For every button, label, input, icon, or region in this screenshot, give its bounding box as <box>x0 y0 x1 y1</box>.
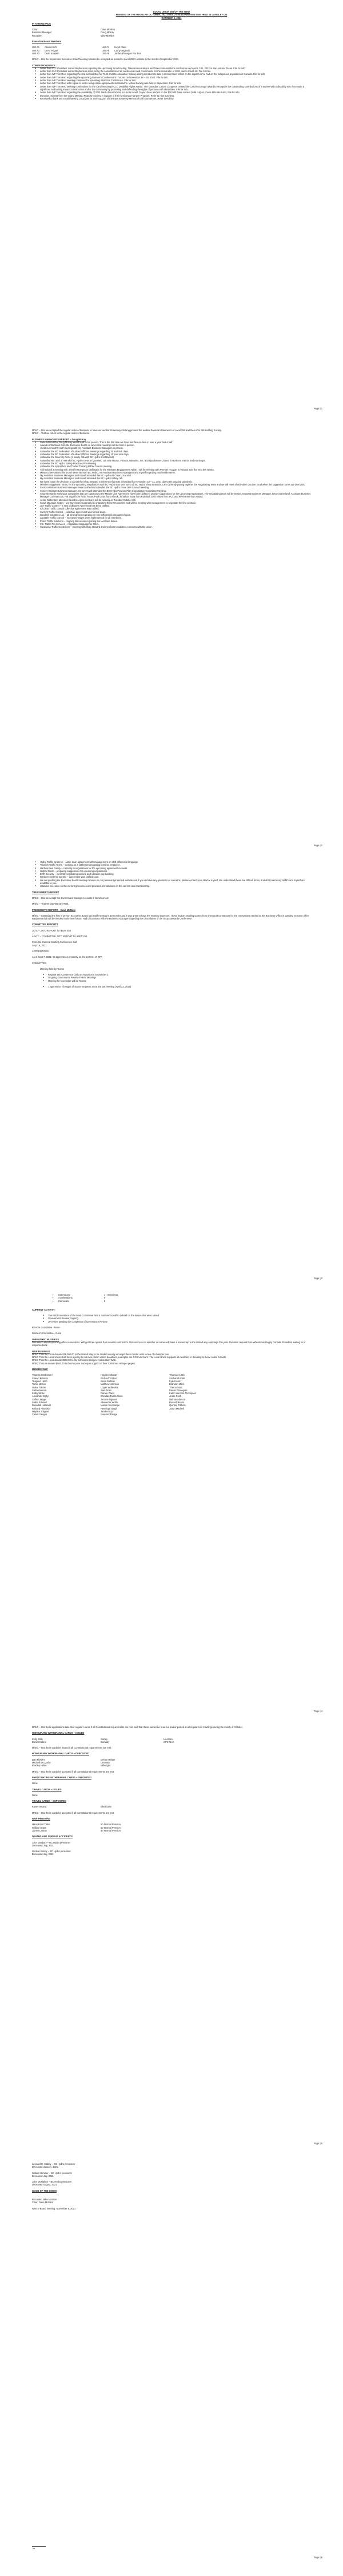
list-item: ■ Government Review ongoing <box>48 1317 311 1320</box>
list-item: ■ BCR Security – currently negotiating vaccine and vacation pay banking. <box>40 873 311 875</box>
treasurer-motion: M/S/C – that we accept the Current and Savings Accounts if found correct. <box>32 896 109 899</box>
member-name: Shawn Brimner <box>32 1376 48 1380</box>
committee-label: COMMITTEE: <box>32 961 47 965</box>
member-name: Sam Ross <box>101 1388 111 1392</box>
member-name: Oskar Tricker <box>32 1385 46 1389</box>
page-number: Page | 5 <box>313 2142 322 2145</box>
pw-deposited-heading: PARTICIPATING WITHDRAWAL CARDS – DEPOSITED <box>32 1775 92 1779</box>
death-date: Deceased July, 2021 <box>32 1853 54 1856</box>
correspondence-heading: CORRESPONDENCE <box>32 63 55 67</box>
stat-row: • Extensions: 1 - Interviews <box>53 1293 118 1296</box>
list-item: ■ Senior Assistant Business Manager Jim Greenwell attended the BC Hydro Pension Plan Consultative Committee Meeting. <box>40 489 311 492</box>
member-name: Mason Stoniharpe <box>101 1404 120 1407</box>
meeting-line: Meeting held by Teams <box>40 967 65 970</box>
tc-deposited-heading: TRAVEL CARDS – DEPOSITED <box>32 1799 66 1803</box>
membership-grid <box>32 1373 311 1416</box>
list-item: ■ We are pushing the Executive Board meeting minutes on our password protected website and if you do have any questions or concerns, please contact your ABM or myself. We understand these are difficult times, and all B Interns my ABM's and myself are available to you. <box>40 879 311 885</box>
member-name: Nathan Alarcon <box>169 1398 185 1401</box>
list-item: ■ The IBEW members of the Main Committee held a conference call to debrief on the issues that were raised. <box>48 1314 311 1317</box>
pension-row: William Grant 50 Normal Pension <box>32 1826 121 1829</box>
member-name: Richard Ahnecker <box>32 1407 51 1410</box>
member-name: Alexander Egby <box>32 1395 49 1398</box>
list-item: ■ Steadwise Traffic Controllers – meeting with shop steward and members to address concerns with the union. <box>40 525 311 528</box>
motion-return: M/S/C – That we return to the regular order of business. <box>32 432 90 435</box>
member-name: Jesse Ford <box>169 1395 181 1398</box>
jatc-line: AJATC – COMMITTEE JATC REPORT for IBEW 258 <box>32 935 87 938</box>
jatc-date: Sept 16, 2021 <box>32 943 47 947</box>
member-name: Matthew Johnson <box>101 1383 119 1386</box>
member-name: Alexander Wolfe <box>101 1401 118 1404</box>
list-item: ■ Goodwill Industries Ltd. – all Grievances regarding on-site Differential was agreed upon. <box>40 513 311 516</box>
card-row: Bradley Hilton Millwright <box>32 1764 111 1767</box>
member-name: Shifter Jaeger <box>32 1398 47 1401</box>
death-name: John Maxbury – BC Hydro pensioner <box>32 1841 71 1844</box>
list-item: ■ I attended the BC Hydro Safety Practices Pre-Meeting. <box>40 462 311 465</box>
members-heading: Executive Board Members <box>32 40 62 43</box>
list-item: ■ Crawl Mountain Hotels – we have been successful in organizing these UX workers and will be meeting with management to negotiate the first contract. <box>40 501 311 504</box>
list-item: ■ P.S. Traffic Pro Services – negotiated language for MSIA. <box>40 523 311 525</box>
death-date: Deceased July, 2021 <box>32 1844 54 1847</box>
member-name: Jamie Krop <box>101 1410 113 1413</box>
motion-minutes: M/S/C – that the September Executive Board Meeting Minutes be accepted as posted to Local 258's website in the month of September 2021. <box>32 58 180 61</box>
list-item: ■ Valley Traffic Systems – came to an agreement with management on shift differential language. <box>40 861 311 863</box>
list-item: ■ Letter from CLC President Lorne Stephenson regarding the upcoming Broadcasting, Telecommunications and Telecommunications conference on March 7-11, 2022 in San Antonio Texas. File for info. <box>40 67 311 70</box>
list-item: ■ I attended the Diversity Circle (3 safety call with BC Hydro and Mainsill). <box>40 456 311 459</box>
member-name: David Kolbridge <box>101 1413 117 1416</box>
minutes-title: MINUTES OF THE REGULAR OCTOBER, 2021 EXECUTIVE BOARD MEETING HELD IN LANGLEY ON <box>115 13 228 17</box>
page-number: Page | 4 <box>313 1710 322 1713</box>
hw-deposited-heading: HONOURARY WITHDRAWAL CARDS – DEPOSITED <box>32 1752 89 1755</box>
tc-deposited-motion: M/S/C – that these cards be accepted if all Constitutional requirements are met. <box>32 1811 115 1814</box>
member-name: Russell Banks <box>169 1401 184 1404</box>
hw-deposited-motion: M/S/C – that these cards be accepted if all Constitutional requirements are met. <box>32 1770 115 1773</box>
apprentices-heading: APPRENTICES: <box>32 949 50 953</box>
attendance-heading: IN ATTENDANCE <box>32 22 51 25</box>
member-name <box>169 1413 238 1416</box>
list-item: ■ Regular WE Conference calls on August and September 2 <box>48 973 311 976</box>
bm-list-continued <box>32 861 311 888</box>
list-item: ■ J&T Traffic Control – a new Collective Agreement has been ratified. <box>40 504 311 507</box>
stat-row: • Accelerations: 0 <box>53 1296 106 1300</box>
list-item: ■ Prime Traffic Solutions – ongoing discussion re-joining the local and bonus. <box>40 520 311 523</box>
union-logo <box>32 2542 46 2550</box>
page-4 <box>0 1293 343 1416</box>
membership-motion: M/S/C – that these applications take their regular course if all Constitutional requirements are met, and that these names be read out and/or posted at all regular Unit meetings during the month of October. <box>32 1726 243 1729</box>
committee-sub-list-2 <box>32 985 311 988</box>
page-3 <box>0 861 343 988</box>
card-row: Dan Kliewer Dream Helper <box>32 1758 115 1761</box>
card-row: Daniel Cabral Burnaby CPC Tech <box>32 1740 174 1743</box>
list-item: ■ I attended with and or met with BC Hydro crews in Quesnel, 100 Mile House, Victoria, Nanaimo, IVT, and Quadrature Cranes in Northern Interior and Kamloops. <box>40 459 311 462</box>
good-of-union-heading: GOOD OF THE UNION <box>32 2189 57 2192</box>
death-date: Deceased August, 2021 <box>32 2183 57 2187</box>
list-item: ■ Letter from IVP Tom Reid regarding the availability of 2021 Dash dinner tickets (no more to sell. To purchase a ticket on the $20,000 three contest (sold out) on phone 905-564-5441, File for info. <box>40 91 311 94</box>
member-name: Jerome Nguyen <box>101 1398 117 1401</box>
pension-row: Hans-Ernst Tiebe 50 Normal Pension <box>32 1823 121 1826</box>
member-name: Calvin Geoger <box>32 1413 47 1416</box>
member-name: Sadie Schmidt <box>32 1401 47 1404</box>
list-item: ■ Letter from IVP Tom Reid regarding the upcoming Women's Conference in Toronto on November 28 – 30, 2023. File for info. <box>40 76 311 79</box>
member-name: Kyle Kocrin <box>169 1379 181 1383</box>
list-item: ■ Letter from IVP Tom Reid with regard to locals using online agreements submissions. Virtual training was held in September. File for info. <box>40 82 311 85</box>
list-item: ■ Letter from IVP Tom Reid seeking nominations for the Carol McGregor CLC Disability Rights Award. The Canadian Labour Congress created the Carol McGregor award to recognize the outstanding contributions of a worker with a disability who has made a significant and lasting impact in their union and/or the community by promoting and defending the rights of persons with disabilities. File for info. <box>40 85 311 91</box>
member-name: Brendan Dunhuhlson <box>101 1395 123 1398</box>
bills-motion: M/S/C – That we pay Warrant #691. <box>32 902 70 906</box>
tc-issued-heading: TRAVEL CARDS – ISSUED <box>32 1787 62 1791</box>
recorder-signoff: Recorder: Mike McMinn <box>32 2198 57 2201</box>
list-item: ■ Helpful Fresh – preparing suggestions for upcoming negotiations. <box>40 870 311 873</box>
pension-row: James Larson 50 Normal Pension <box>32 1829 121 1832</box>
member-name: Justin Mitchell <box>169 1407 184 1410</box>
treasurer-heading: TREASURER'S REPORT <box>32 890 59 894</box>
member-name: Kolby White <box>32 1392 45 1395</box>
correspondence-list <box>32 67 311 100</box>
bm-heading: BUSINESS MANAGER'S REPORT – Doug McKay <box>32 437 86 441</box>
current-activity-list <box>32 1314 311 1323</box>
list-item: ■ I await confirmation from the Executive Board on when Unit meetings will be held in person. <box>40 444 311 447</box>
card-row: Mitchell McCarthy Lineman <box>32 1761 110 1765</box>
apprentices-count: As of Sept 7, 2021: 60 apprentices presently on the system: 17 EPA <box>32 955 103 959</box>
logo-text: Jes <box>32 2547 35 2550</box>
list-item: ■ I attended the BC Federation of Labour Officers Meetings regarding 30 and sick days. <box>40 450 311 453</box>
new-business-motion: M/S/C That we donate $500.00 to the Purpose Society in support of their Christmas Hamper project. <box>32 1361 136 1365</box>
unfinished-text: Discussion about upcoming office renovations. Will get three quotes from several contractors. Discussion as to whether or not we will have a trained rep to the United way campaign this year. Donation request from Wheelchair Rugby Canada. President waiting for a response back. <box>32 1340 306 1347</box>
list-item: ■ Letter from CLC President Lorne Stephenson announcing the cancellation of all conferences and conventions for the remainder of 2021 due to Covid-19. File for info. <box>40 70 311 73</box>
new-business-motion: M/S/C That the Local Union shall have a policy to not take part in online donations, examples are GO Fund Me's. The Local Union supports all members in donating to these online formats. <box>32 1356 227 1359</box>
stats-block <box>32 1293 311 1303</box>
list-item: ■ All Clear Traffic Control collective agreement was ratified. <box>40 507 311 510</box>
member-name: Panon Fernegate <box>169 1388 188 1392</box>
list-item: ■ Donation request from the Grand Manitou Purpose Society in support of their Christmas Hamper Program. Refer to new business. <box>40 94 311 97</box>
jatc-line: From the General Meeting Conference Call <box>32 941 77 944</box>
list-item: ■ Updated Executive on the current grievances and provided a breakdown on the current case membership. <box>40 885 311 887</box>
list-item: ■ I attended the BC Federation of Labour Officers Meetings regarding 10 paid sick days. <box>40 453 311 456</box>
member-name: Quinton Tibbets <box>169 1404 186 1407</box>
member-name: Thomas Austin <box>169 1373 185 1377</box>
death-name: William Rimmer – BC Hydro pensioner <box>32 2171 73 2175</box>
death-name: John McMahon – BC Hydro pensioner <box>32 2180 72 2184</box>
list-item: ■ Meeting for November will be Teams <box>48 980 311 982</box>
list-item: ■ Western Systems Control – agreement was ratified soon. <box>40 875 311 878</box>
death-date: Deceased January, 2021 <box>32 2165 58 2169</box>
page-number: Page | 1 <box>313 407 322 410</box>
death-name: Gordon Kenny – BC Hydro pensioner <box>32 1850 71 1853</box>
new-business-motion: M/S/C That the Local donate $500.00 to the Kamloops Hospice Association Walk. <box>32 1359 117 1362</box>
officer-row: Chair: Dave McMinn <box>32 28 115 31</box>
list-item: ■ Triumph Traffic Techs – working on a settlement regarding terminal employee. <box>40 863 311 866</box>
president-report: M/S/C – I attended the first in person Executive Board and Staff meeting in 18 months and it was great to have the meeting in person. I have had an pending quotes from sherwood contractors for the renovations needed at the Business Office in Langley on some office equipment that will be needed in the near future. Had discussions with the Business Manager regarding the cancellation of the Shop Stewards Conference. <box>32 914 309 921</box>
member-name: Teagene Hebb <box>32 1379 47 1383</box>
list-item: ■ My Assistant Business Managers and myself attended the BC Hydro All Crew Local visit. <box>40 474 311 477</box>
member-name: Richard Trottier <box>101 1376 117 1380</box>
list-item: ■ Current Traffic Control – collective agreement was turned down. <box>40 511 311 513</box>
minutes-date: OCTOBER 5, 2021 <box>161 16 182 19</box>
list-item: ■ 1 apprentice "changes of status" requests since the last meeting (April 23, 2020) <box>48 985 311 988</box>
page-1 <box>0 10 343 100</box>
new-business-motion: M/S/C That the Local donate $18,000.00 to the United Way to be divided equally amongst the 6 charter units in lieu of a hamper tour. <box>32 1352 170 1356</box>
list-item: ■ Member Suggestion forms, for the upcoming negotiations with BC Hydro was sent out to all BC Hydro shop stewards. I am currently putting together the Negotiating Team and we will meet shortly after October 22nd when the suggestion forms are due back. <box>40 483 311 486</box>
list-item: ■ Jesse Sutherland attended Deadline Agreement and will be running on Tuesday October 6th. <box>40 499 311 501</box>
death-name: Leonard R. Mabey – BC Hydro pensioner <box>32 2163 75 2165</box>
org-title: LOCAL UNION 258 OF THE IBEW <box>153 10 190 13</box>
card-row: Kelly Wills Surrey Lineman <box>32 1737 173 1741</box>
membership-heading: MEMBERSHIP <box>32 1368 48 1371</box>
current-activity-heading: CURRENT ACTIVITY: <box>32 1308 55 1311</box>
none-text: None <box>32 1793 38 1797</box>
list-item: ■ Letter from IVP Tom Reid regarding the 2nd biennial Day for Truth and Reconciliation holiday asking members to take a moment and reflect on the impact we've had on the Indigenous population in Canada. File for info. <box>40 73 311 75</box>
member-name: Hayden Shantz <box>101 1373 117 1377</box>
page-number: Page | 2 <box>313 844 322 847</box>
page-number: Page | 3 <box>313 1277 322 1280</box>
next-meeting: Next E-Board meeting: November 9, 2021 <box>32 2207 76 2210</box>
list-item: ■ Letter from IVP Tom Reid seeking nominees for upcoming Women's Conference. File for info. <box>40 79 311 82</box>
member-name: Kevin Matson <box>101 1379 115 1383</box>
members-grid: Unit #1 Alexis Kreft Unit #4 Lloyd Clare Unit #2 Gerry Pogue Unit #5 Cathy Tegzarik Unit #3 Dean Kolstein Unit #6 Jordan Flanagan Pro Tem <box>32 46 142 55</box>
list-item: ■ I scheduled a meeting with Jennifer Hoegen in Chilliwack for the Ministers Engagement Table; I will be meeting with Premier Hoogan in Victoria over the next few weeks. <box>40 468 311 471</box>
card-row: Kasey Ireland Electrician <box>32 1805 111 1809</box>
reach-committee: REACH Committee - None <box>32 1326 60 1329</box>
deaths-heading: DEATHS AND SERIOUS ACCIDENTS <box>32 1835 73 1838</box>
unfinished-heading: UNFINISHED BUSINESS <box>32 1337 59 1341</box>
bm-list <box>32 441 311 529</box>
list-item: ■ Many conversations this month were had with BC Hydro, my Assistant Business Managers and myself regarding mod entitlements. <box>40 471 311 474</box>
member-name: Kalen Vancore Thompson <box>169 1392 196 1395</box>
officer-row: Business Manager: Doug McKay <box>32 31 114 34</box>
list-item: ■ JP review pending the completion of Governance Review <box>48 1320 311 1323</box>
president-heading: PRESIDENT'S REPORT – Dave McMinn <box>32 908 76 911</box>
member-name: Theron Stott <box>169 1385 182 1389</box>
stat-row: • Removals: 0 <box>53 1299 106 1303</box>
none-text: None <box>32 1782 38 1785</box>
member-name: Tamis Meson <box>32 1383 46 1386</box>
page-5 <box>0 1726 343 1856</box>
page-number: Page | 6 <box>313 2556 322 2559</box>
motion-auditor: M/S/C – that we accepted the regular order of business to have our auditor Rosemary Kitching present the audited financial statements of Local 258 and the Local 258 Holding Society. <box>32 429 222 432</box>
list-item: ■ I was notified that Doug McKay would lead to his person. This is the first time we have met face-to-face in over a year and a half. <box>40 441 311 444</box>
officer-row: Recorder: Mike McMinn <box>32 34 115 37</box>
member-name: Stefan Musca <box>32 1388 47 1392</box>
death-date: Deceased July, 2021 <box>32 2174 54 2177</box>
member-name: Zachariah Flatt <box>169 1376 185 1380</box>
list-item: ■ Lanstafe Traffic Control – increased wages were implemented for all members. <box>40 516 311 519</box>
list-item: ■ My Assistant Business Managers and myself attended the BC Hydro Safety call. <box>40 477 311 480</box>
list-item: ■ Harbourview Family – currently in negotiations for the upcoming agreement renewal. <box>40 867 311 870</box>
list-item: ■ Received a thank you email thanking Local 258 for their support of the East Kootenay Memorial Golf tournament. Refer to Hollow. <box>40 97 311 100</box>
list-item: ■ Ongoing Governance Review Teams Meetings <box>48 976 311 979</box>
member-name: Reandall Hallsamt <box>32 1404 51 1407</box>
new-pensions-heading: NEW PENSIONS <box>32 1817 50 1821</box>
committee-sub-list <box>32 973 311 982</box>
womens-committee: Women's Committee - None <box>32 1332 62 1335</box>
jatc-line: JATC – JATC REPORT for IBEW 258 <box>32 929 71 932</box>
hw-issued-motion: M/S/C – that these cards be issued if all Constitutional requirements are met. <box>32 1746 112 1750</box>
member-name: Brandon Mock <box>169 1383 185 1386</box>
hw-issued-heading: HONOURARY WITHDRAWAL CARDS – ISSUED <box>32 1731 85 1735</box>
list-item: ■ I held our monthly staff meeting with my Assistant Business Managers in person. <box>40 447 311 449</box>
list-item: ■ Senior Assistant Business Manager Jesse Sutherland attended the BC Hydro Front Line Council meeting. <box>40 486 311 489</box>
member-name: Logan Wollenhur <box>101 1385 118 1389</box>
committee-heading: COMMITTEE REPORTS <box>32 923 58 926</box>
page-6 <box>0 2157 343 2210</box>
member-name: Darren Oliver <box>101 1392 115 1395</box>
list-item: ■ I attended the Apprentice and Trades Training IBEW Caucus meeting. <box>40 465 311 468</box>
member-name: Hayden Trapper <box>32 1410 49 1413</box>
page-2 <box>0 429 343 529</box>
member-name: Thomas Grisbrewer <box>32 1373 53 1377</box>
member-name: Penelope Singh <box>101 1407 117 1410</box>
list-item: ■ We have made the decision to cancel the Shop Steward Conference that was scheduled for November 18 – 21, 2021 due to the ongoing pandemic. <box>40 480 311 483</box>
new-business-heading: NEW BUSINESS <box>32 1349 50 1353</box>
list-item: ■ Shop Stewards working at companies that are signatory to the Master Line Agreement have been asked to provide suggestions for the upcoming negotiations. The negotiating team will be Senior Assistant Business Manager Jesse Sutherland, Assistant Business Manager Lori Marcoux, Pat Vogel from Arctic Arrow, Paul Davis from Allteck, Jonathan Susa from Rokstad, Josh Nilsen from PCL and Kevin Kent from Valard. <box>40 492 311 499</box>
chair-signoff: Chair: Dave McMinn <box>32 2201 54 2204</box>
